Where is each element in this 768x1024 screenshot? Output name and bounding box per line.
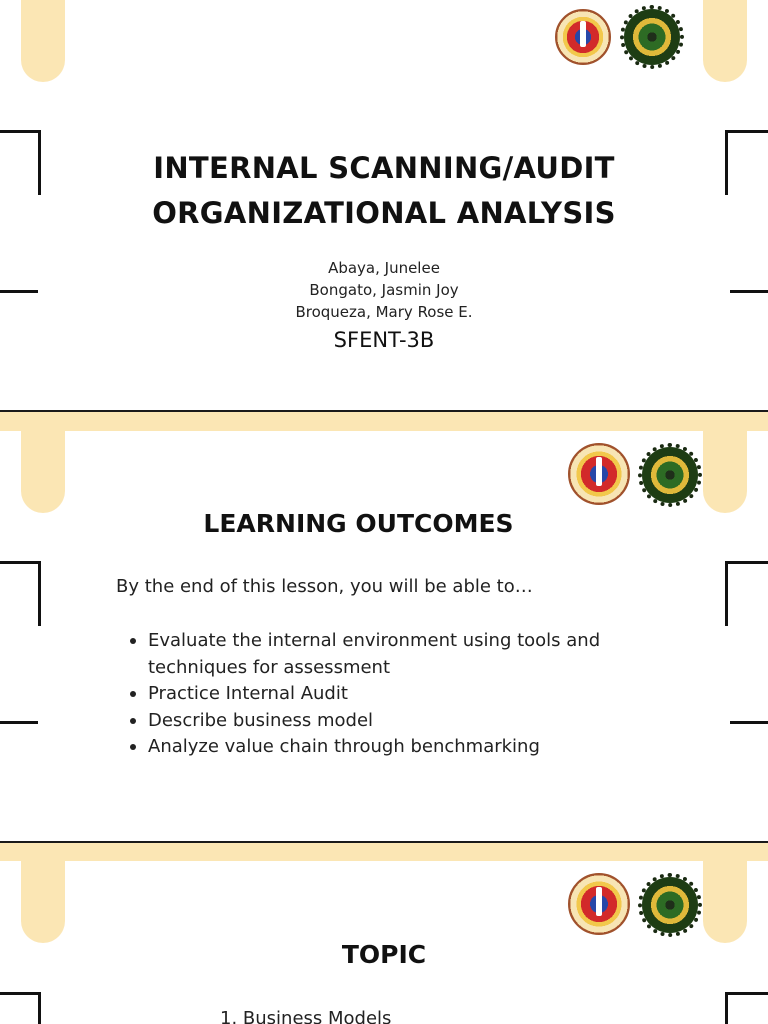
decorative-tab-left — [21, 431, 65, 513]
decorative-tab-right — [703, 0, 747, 82]
author-1: Abaya, Junelee — [328, 259, 440, 277]
gear-seal-icon — [624, 9, 680, 65]
gear-seal-icon — [642, 877, 698, 933]
list-item: 1. Business Models — [220, 1008, 392, 1024]
slide-learning-outcomes — [0, 431, 768, 841]
section-heading: TOPIC — [341, 940, 427, 969]
author-2: Bongato, Jasmin Joy — [309, 281, 459, 299]
decorative-tab-left — [21, 861, 65, 943]
decorative-tab-right — [703, 861, 747, 943]
qcu-seal-icon — [555, 9, 611, 65]
outcome-list — [148, 628, 648, 761]
intro-text: By the end of this lesson, you will be able to… — [116, 576, 533, 597]
author-3: Broqueza, Mary Rose E. — [295, 303, 473, 321]
list-item: Practice Internal Audit — [148, 681, 648, 708]
slide-gap — [0, 843, 768, 861]
gear-seal-icon — [642, 447, 698, 503]
list-item: Analyze value chain through benchmarking — [148, 734, 648, 761]
list-item: Describe business model — [148, 708, 648, 735]
qcu-seal-icon — [568, 443, 630, 505]
dash-right — [730, 721, 768, 724]
decorative-tab-left — [21, 0, 65, 82]
bracket-left — [0, 561, 41, 626]
bracket-right — [725, 992, 768, 1024]
slide-title — [0, 0, 768, 411]
slide-topic — [0, 861, 768, 1024]
slide-gap — [0, 412, 768, 431]
qcu-seal-icon — [568, 873, 630, 935]
section-heading: LEARNING OUTCOMES — [203, 509, 514, 538]
dash-left — [0, 721, 38, 724]
section-code: SFENT-3B — [333, 328, 435, 352]
bracket-left — [0, 992, 41, 1024]
title-line-1: INTERNAL SCANNING/AUDIT — [153, 151, 615, 185]
decorative-tab-right — [703, 431, 747, 513]
list-item: Evaluate the internal environment using tools and techniques for assessment — [148, 628, 648, 681]
title-line-2: ORGANIZATIONAL ANALYSIS — [152, 196, 616, 230]
bracket-right — [725, 561, 768, 626]
